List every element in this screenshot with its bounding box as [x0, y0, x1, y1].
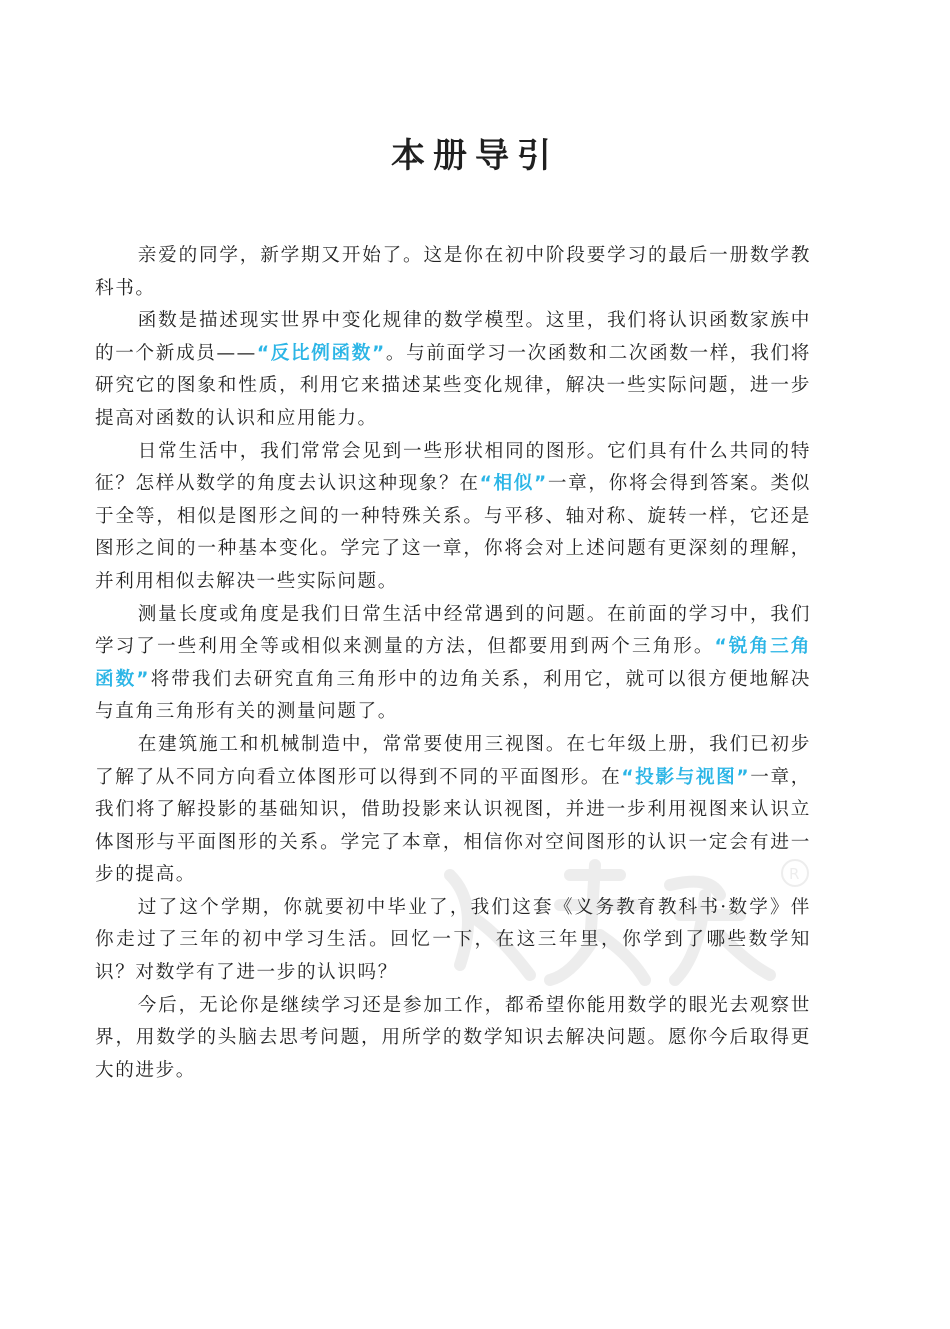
highlight-projection-and-views: “投影与视图” [621, 766, 751, 788]
paragraph-2 [95, 305, 811, 435]
paragraph-4 [95, 599, 811, 729]
paragraph-text-before: 函数是描述现实世界中变化规律的数学模型。这里，我们将认识函数家族中的一个新成员—— [95, 310, 811, 364]
paragraph-text-before: 测量长度或角度是我们日常生活中经常遇到的问题。在前面的学习中，我们学习了一些利用全等或相似来测量的方法，但都要用到两个三角形。 [95, 603, 811, 658]
paragraph-text-after: 一章，你将会得到答案。类似于全等，相似是图形之间的一种特殊关系。与平移、轴对称、旋转一样，它还是图形之间的一种基本变化。学完了这一章，你将会对上述问题有更深刻的理解，并利用相似去解决一些实际问题。 [95, 473, 811, 592]
paragraph-text-after: 。与前面学习一次函数和二次函数一样，我们将研究它的图象和性质，利用它来描述某些变化规律，解决一些实际问题，进一步提高对函数的认识和应用能力。 [95, 342, 811, 429]
paragraph-7 [95, 990, 811, 1088]
paragraph-text-before: 日常生活中，我们常常会见到一些形状相同的图形。它们具有什么共同的特征？怎样从数学的角度去认识这种现象？在 [95, 440, 811, 495]
body-text [95, 240, 811, 1087]
paragraph-text-after: 一章，我们将了解投影的基础知识，借助投影来认识视图，并进一步利用视图来认识立体图形与平面图形的关系。学完了本章，相信你对空间图形的认识一定会有进一步的提高。 [95, 766, 811, 886]
paragraph-text: 亲爱的同学，新学期又开始了。这是你在初中阶段要学习的最后一册数学教科书。 [95, 245, 811, 299]
paragraph-3 [95, 436, 811, 599]
highlight-similarity: “相似” [479, 473, 548, 495]
paragraph-5 [95, 729, 811, 892]
paragraph-1 [95, 240, 811, 305]
svg-text:R: R [789, 865, 800, 883]
paragraph-6 [95, 892, 811, 990]
highlight-inverse-proportion-function: “反比例函数” [256, 342, 386, 364]
paragraph-text: 过了这个学期，你就要初中毕业了，我们这套《义务教育教科书·数学》伴你走过了三年的初中学习生活。回忆一下，在这三年里，你学到了哪些数学知识？对数学有了进一步的认识吗？ [95, 896, 811, 984]
paragraph-text-before: 在建筑施工和机械制造中，常常要使用三视图。在七年级上册，我们已初步了解了从不同方向看立体图形可以得到不同的平面图形。在 [95, 733, 811, 788]
paragraph-text: 今后，无论你是继续学习还是参加工作，都希望你能用数学的眼光去观察世界，用数学的头脑去思考问题，用所学的数学知识去解决问题。愿你今后取得更大的进步。 [95, 994, 811, 1081]
highlight-trigonometric-functions: “锐角三角函数” [95, 636, 811, 690]
paragraph-text-after: 将带我们去研究直角三角形中的边角关系，利用它，就可以很方便地解决与直角三角形有关的测量问题了。 [95, 668, 811, 723]
page-title: 本册导引 [391, 136, 559, 176]
